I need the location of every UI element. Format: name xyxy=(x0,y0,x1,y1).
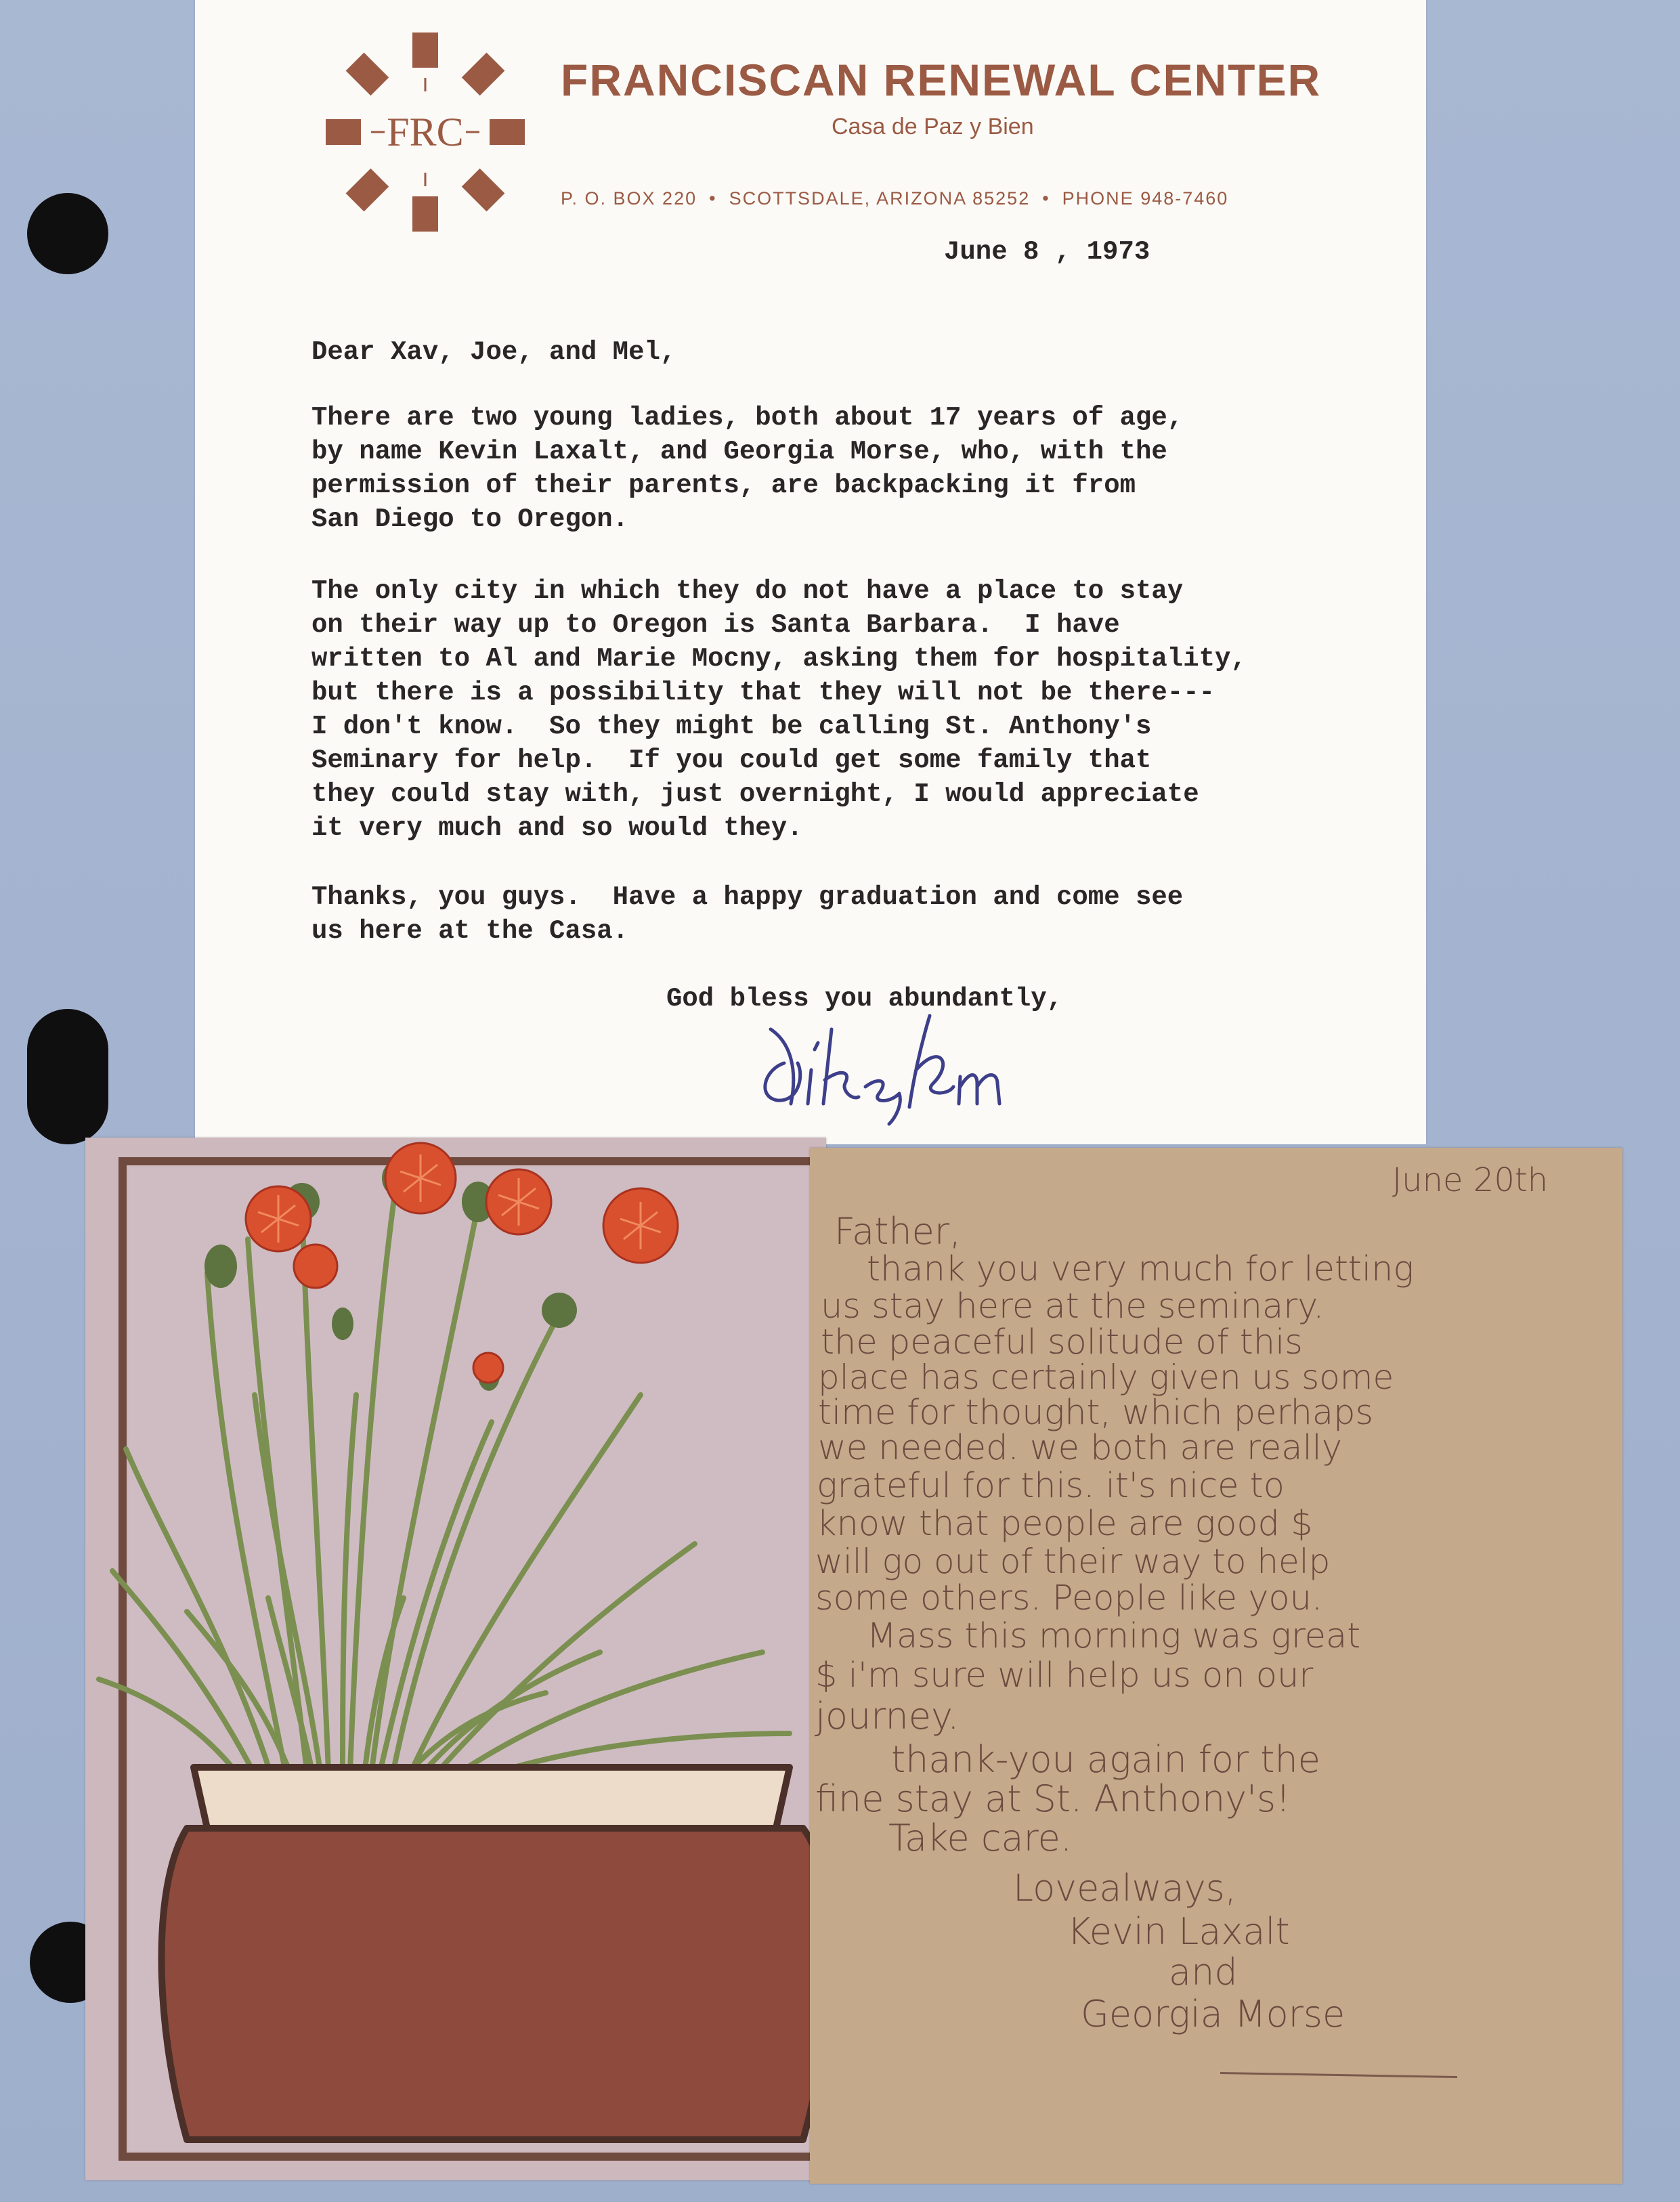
greeting-card-illustration xyxy=(85,1138,826,2180)
letter-greeting: Dear Xav, Joe, and Mel, xyxy=(311,337,676,367)
note-line-14: journey. xyxy=(815,1695,960,1737)
address-separator: • xyxy=(1042,188,1050,209)
note-line-5: place has certainly given us some xyxy=(818,1358,1394,1397)
note-line-12: Mass this morning was great xyxy=(867,1616,1361,1656)
note-line-7: we needed. we both are really xyxy=(818,1428,1343,1468)
potted-chives-illustration xyxy=(85,1138,826,2180)
note-line-19: Kevin Laxalt xyxy=(1067,1910,1290,1953)
letter-date: June 8 , 1973 xyxy=(944,237,1150,267)
note-line-11: some others. People like you. xyxy=(815,1578,1323,1618)
frc-logo xyxy=(320,27,530,237)
address-separator: • xyxy=(709,188,717,209)
note-line-4: the peaceful solitude of this xyxy=(821,1322,1303,1362)
letter-paragraph-2: The only city in which they do not have a place to stay on their way up to Oregon is Santa Barbara. I have written to Al and Marie Mocny, asking them for hospitality, but there is a possibility that they will not be there--- I don't know. So they might be calling St. Anthony's Seminary for help. If you could get some family that they could stay with, just overnight, I would appreciate it very much and so would they. xyxy=(311,576,1247,843)
logo-monogram: FRC xyxy=(387,110,464,154)
note-line-1: Father, xyxy=(834,1210,962,1253)
organization-name: FRANCISCAN RENEWAL CENTER xyxy=(561,55,1322,105)
note-underline xyxy=(1220,2072,1457,2078)
note-line-16: fine stay at St. Anthony's! xyxy=(815,1777,1291,1820)
note-line-15: thank-you again for the xyxy=(891,1738,1320,1781)
note-line-10: will go out of their way to help xyxy=(815,1542,1331,1581)
address-phone: PHONE 948-7460 xyxy=(1062,188,1229,209)
handwritten-note xyxy=(810,1148,1622,2184)
note-line-20: and xyxy=(1169,1951,1238,1993)
note-line-6: time for thought, which perhaps xyxy=(818,1393,1374,1433)
note-line-3: us stay here at the seminary. xyxy=(821,1287,1324,1326)
note-line-8: grateful for this. it's nice to xyxy=(817,1466,1285,1506)
address-po-box: P. O. BOX 220 xyxy=(561,188,697,209)
note-line-13: $ i'm sure will help us on our xyxy=(815,1656,1314,1696)
note-line-21: Georgia Morse xyxy=(1081,1993,1345,2035)
letter-paragraph-1: There are two young ladies, both about 17 years of age, by name Kevin Laxalt, and Georgia Morse, who, with the permission of their parents, are backpacking it from San Diego to Oregon. xyxy=(311,403,1184,534)
letter-closing: God bless you abundantly, xyxy=(666,984,1063,1014)
organization-subtitle: Casa de Paz y Bien xyxy=(832,114,1034,139)
note-line-17: Take care. xyxy=(888,1817,1073,1859)
note-line-2: thank you very much for letting xyxy=(867,1249,1415,1289)
punch-hole-middle xyxy=(27,1009,108,1144)
address-city: SCOTTSDALE, ARIZONA 85252 xyxy=(729,188,1031,209)
letter-paragraph-3: Thanks, you guys. Have a happy graduation and come see us here at the Casa. xyxy=(311,882,1184,946)
punch-hole-top xyxy=(27,193,108,274)
note-line-18: Lovealways, xyxy=(1013,1867,1236,1909)
handwritten-signature xyxy=(744,968,1055,1151)
note-date: June 20th xyxy=(1392,1161,1549,1199)
letter-sheet xyxy=(195,0,1426,1144)
organization-address xyxy=(561,188,1228,209)
note-line-9: know that people are good $ xyxy=(817,1504,1313,1544)
